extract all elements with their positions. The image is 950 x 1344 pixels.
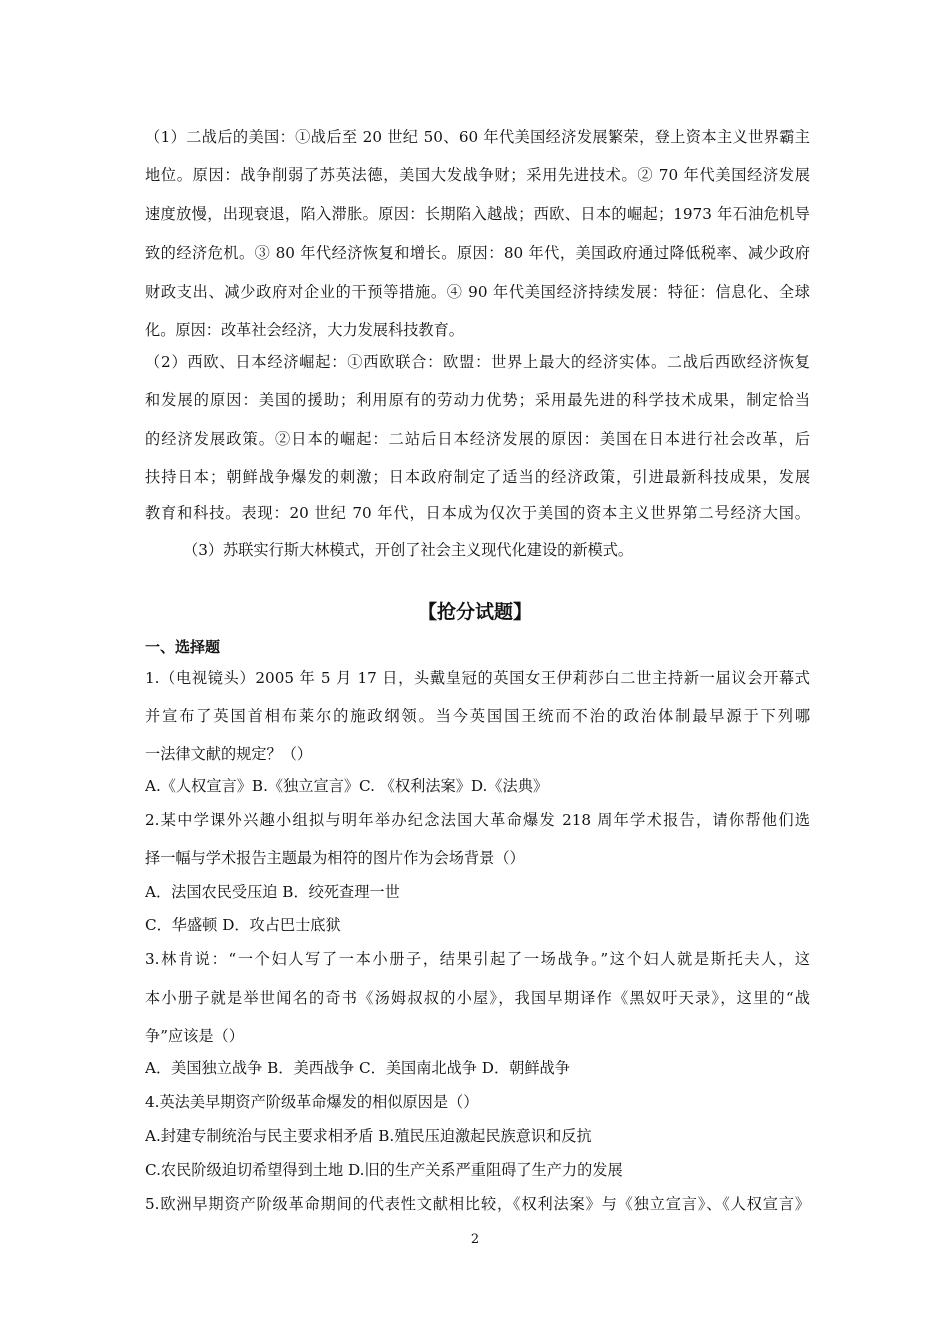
summary-line: 地位。原因：战争削弱了苏英法德，美国大发战争财；采用先进技术。② 70 年代美国经济发展	[145, 166, 810, 184]
page-number: 2	[470, 1232, 480, 1247]
summary-line: 致的经济危机。③ 80 年代经济恢复和增长。原因：80 年代，美国政府通过降低税率、减少政府	[145, 244, 810, 262]
summary-line: 扶持日本；朝鲜战争爆发的刺激；日本政府制定了适当的经济政策，引进最新科技成果，发展	[145, 468, 810, 486]
summary-line: （2）西欧、日本经济崛起：①西欧联合：欧盟：世界上最大的经济实体。二战后西欧经济恢复	[145, 353, 810, 371]
question-options: C.农民阶级迫切希望得到土地 D.旧的生产关系严重阻碍了生产力的发展	[145, 1161, 623, 1179]
summary-line: 教育和科技。表现：20 世纪 70 年代，日本成为仅次于美国的资本主义世界第二号经济大国。	[145, 504, 810, 522]
question-line: 5.欧洲早期资产阶级革命期间的代表性文献相比较，《权利法案》与《独立宣言》、《人权宣言》	[145, 1195, 810, 1213]
question-options: A．美国独立战争 B．美西战争 C．美国南北战争 D．朝鲜战争	[145, 1059, 570, 1077]
subsection-heading: 一、选择题	[145, 638, 221, 656]
question-options: A.《人权宣言》B.《独立宣言》C. 《权利法案》D.《法典》	[145, 777, 549, 795]
question-options: A．法国农民受压迫 B．绞死查理一世	[145, 883, 400, 901]
summary-line: 的经济发展政策。②日本的崛起：二站后日本经济发展的原因：美国在日本进行社会改革，后	[145, 430, 810, 448]
question-line: 一法律文献的规定？（）	[145, 745, 313, 763]
summary-line: （1）二战后的美国：①战后至 20 世纪 50、60 年代美国经济发展繁荣，登上资本主义世界霸主	[145, 128, 810, 146]
question-line: 3.林肯说：“一个妇人写了一本小册子，结果引起了一场战争。”这个妇人就是斯托夫人，这	[145, 950, 810, 968]
question-options: C．华盛顿 D．攻占巴士底狱	[145, 916, 341, 934]
question-line: 1.（电视镜头）2005 年 5 月 17 日，头戴皇冠的英国女王伊莉莎白二世主持新一届议会开幕式	[145, 669, 810, 687]
summary-line: 速度放慢，出现衰退，陷入滞胀。原因：长期陷入越战；西欧、日本的崛起；1973 年石油危机导	[145, 205, 810, 223]
summary-line: 和发展的原因：美国的援助；利用原有的劳动力优势；采用最先进的科学技术成果，制定恰当	[145, 391, 810, 409]
question-line: 本小册子就是举世闻名的奇书《汤姆叔叔的小屋》，我国早期译作《黑奴吁天录》，这里的“战	[145, 989, 810, 1007]
question-line: 择一幅与学术报告主题最为相符的图片作为会场背景（）	[145, 849, 525, 867]
summary-line: （3）苏联实行斯大林模式，开创了社会主义现代化建设的新模式。	[183, 541, 634, 559]
question-line: 争”应该是（）	[145, 1027, 244, 1045]
question-line: 并宣布了英国首相布莱尔的施政纲领。当今英国国王统而不治的政治体制最早源于下列哪	[145, 707, 810, 725]
question-line: 4.英法美早期资产阶级革命爆发的相似原因是（）	[145, 1093, 479, 1111]
summary-line: 化。原因：改革社会经济，大力发展科技教育。	[145, 321, 464, 339]
question-options: A.封建专制统治与民主要求相矛盾 B.殖民压迫激起民族意识和反抗	[145, 1127, 592, 1145]
question-line: 2.某中学课外兴趣小组拟与明年举办纪念法国大革命爆发 218 周年学术报告，请你帮他们选	[145, 811, 810, 829]
summary-line: 财政支出、减少政府对企业的干预等措施。④ 90 年代美国经济持续发展：特征：信息化、全球	[145, 283, 810, 301]
section-title: 【抢分试题】	[417, 601, 532, 623]
